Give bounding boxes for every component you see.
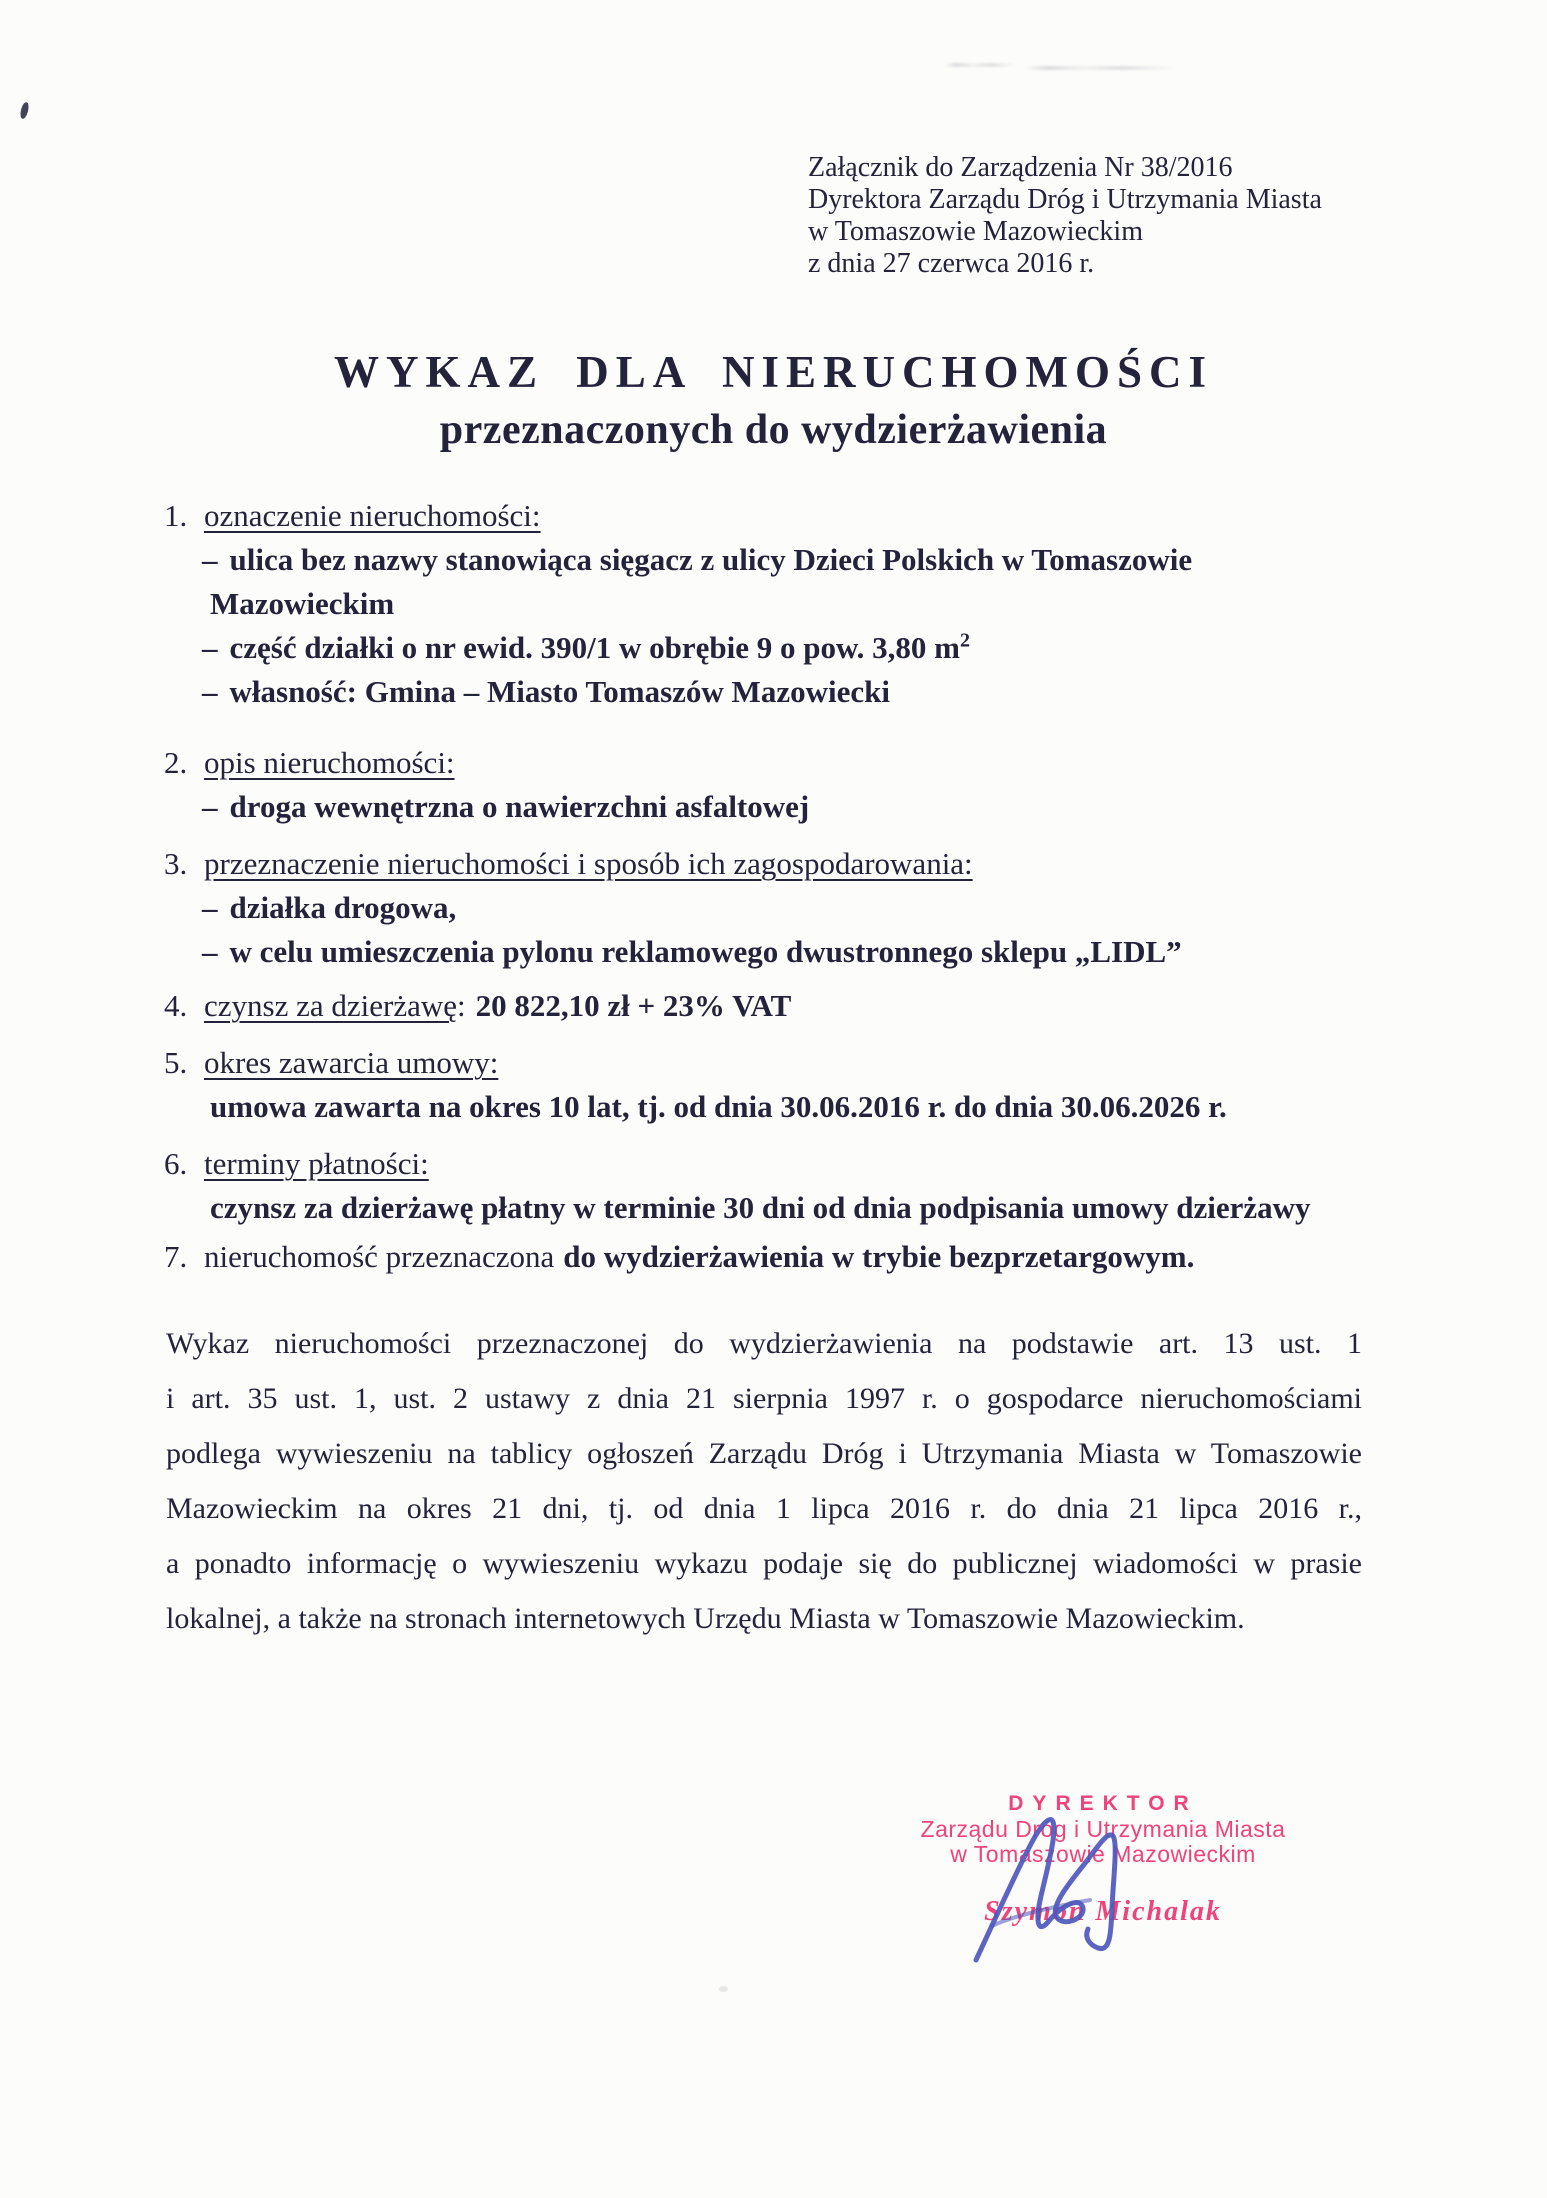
paragraph-line: podlega wywieszeniu na tablicy ogłoszeń Zarządu Dróg i Utrzymania Miasta w Tomaszowie xyxy=(166,1437,1362,1470)
item-label: przeznaczenie nieruchomości i sposób ich zagospodarowania: xyxy=(204,846,973,881)
item-sub-lines xyxy=(202,538,1474,714)
item-label: terminy płatności: xyxy=(204,1146,429,1181)
item-number: 4. xyxy=(164,988,188,1023)
item-number: 3. xyxy=(164,846,188,881)
dash: – xyxy=(202,890,218,925)
item-sub-lines xyxy=(202,785,1474,829)
paragraph-line: lokalnej, a także na stronach internetowych Urzędu Miasta w Tomaszowie Mazowieckim. xyxy=(166,1602,1245,1635)
list-item-7 xyxy=(164,1235,1474,1279)
closing-paragraph xyxy=(166,1316,1362,1646)
sub-line xyxy=(202,930,1474,974)
item-label: okres zawarcia umowy: xyxy=(204,1045,499,1080)
stamp-name: Szymon Michalak xyxy=(984,1896,1222,1927)
sub-line xyxy=(202,670,1474,714)
item-label: czynsz za dzierżawę xyxy=(204,988,457,1023)
sub-line xyxy=(202,886,1474,930)
document-title: WYKAZ DLA NIERUCHOMOŚCI xyxy=(333,347,1214,397)
stamp-org-line-2: w Tomaszowie Mazowieckim xyxy=(950,1841,1256,1867)
list-item-3 xyxy=(164,842,1474,974)
sub-line-continuation: Mazowieckim xyxy=(210,586,395,621)
dash: – xyxy=(202,789,218,824)
document-subtitle: przeznaczonych do wydzierżawienia xyxy=(439,407,1108,453)
superscript: 2 xyxy=(959,629,970,652)
item-number: 6. xyxy=(164,1146,188,1181)
list-item-4 xyxy=(164,984,1474,1028)
dash: – xyxy=(202,630,218,665)
sub-line-text: działka drogowa, xyxy=(229,890,457,925)
item-sub-lines xyxy=(202,1186,1474,1230)
sub-line xyxy=(202,785,1474,829)
sub-line-text: własność: Gmina – Miasto Tomaszów Mazowiecki xyxy=(229,674,890,709)
scan-speck xyxy=(719,1986,728,1992)
item-number: 7. xyxy=(164,1239,188,1274)
item-sub-lines xyxy=(202,1085,1474,1129)
paragraph-line: Wykaz nieruchomości przeznaczonej do wydzierżawienia na podstawie art. 13 ust. 1 xyxy=(166,1327,1362,1360)
list-item-1 xyxy=(164,494,1474,714)
label-colon: : xyxy=(456,988,466,1023)
list-item-2 xyxy=(164,741,1474,829)
item-number: 1. xyxy=(164,498,188,533)
scan-smudge xyxy=(945,63,1015,67)
item-number: 2. xyxy=(164,745,188,780)
paragraph-line: Mazowieckim na okres 21 dni, tj. od dnia 1 lipca 2016 r. do dnia 21 lipca 2016 r., xyxy=(166,1492,1362,1525)
item-number: 5. xyxy=(164,1045,188,1080)
sub-line: czynsz za dzierżawę płatny w terminie 30 dni od dnia podpisania umowy dzierżawy xyxy=(210,1190,1311,1225)
annex-line: Dyrektora Zarządu Dróg i Utrzymania Miasta xyxy=(808,184,1322,215)
scan-artifact-mark xyxy=(19,101,30,119)
item-sub-lines xyxy=(202,886,1474,974)
item-text: nieruchomość przeznaczona xyxy=(204,1239,555,1274)
sub-line-text: część działki o nr ewid. 390/1 w obrębie 9 o pow. 3,80 m xyxy=(229,630,960,665)
list-item-5 xyxy=(164,1041,1474,1129)
paragraph-line: a ponadto informację o wywieszeniu wykazu podaje się do publicznej wiadomości w prasie xyxy=(166,1547,1362,1580)
sub-line-text: ulica bez nazwy stanowiąca sięgacz z ulicy Dzieci Polskich w Tomaszowie xyxy=(229,542,1193,577)
stamp-org-line-1: Zarządu Dróg i Utrzymania Miasta xyxy=(920,1816,1286,1842)
item-label: oznaczenie nieruchomości: xyxy=(204,498,541,533)
item-label: opis nieruchomości: xyxy=(204,745,455,780)
paragraph-line: i art. 35 ust. 1, ust. 2 ustawy z dnia 21 sierpnia 1997 r. o gospodarce nieruchomościami xyxy=(166,1382,1362,1415)
item-text-bold: do wydzierżawienia w trybie bezprzetargowym. xyxy=(563,1239,1195,1274)
annex-line: Załącznik do Zarządzenia Nr 38/2016 xyxy=(808,152,1233,183)
item-value: 20 822,10 zł + 23% VAT xyxy=(475,988,792,1023)
dash: – xyxy=(202,674,218,709)
dash: – xyxy=(202,934,218,969)
sub-line: umowa zawarta na okres 10 lat, tj. od dnia 30.06.2016 r. do dnia 30.06.2026 r. xyxy=(210,1089,1227,1124)
sub-line xyxy=(202,538,1474,582)
scan-smudge xyxy=(1025,66,1175,70)
annex-header-block xyxy=(808,152,1322,280)
signature-scribble xyxy=(962,1808,1177,1973)
sub-line-text: droga wewnętrzna o nawierzchni asfaltowej xyxy=(229,789,810,824)
sub-line-text: w celu umieszczenia pylonu reklamowego dwustronnego sklepu „LIDL” xyxy=(229,934,1182,969)
list-item-6 xyxy=(164,1142,1474,1230)
annex-line: w Tomaszowie Mazowieckim xyxy=(808,216,1143,247)
sub-line xyxy=(202,626,1474,670)
stamp-title: DYREKTOR xyxy=(1008,1792,1198,1815)
dash: – xyxy=(202,542,218,577)
annex-line: z dnia 27 czerwca 2016 r. xyxy=(808,248,1095,279)
